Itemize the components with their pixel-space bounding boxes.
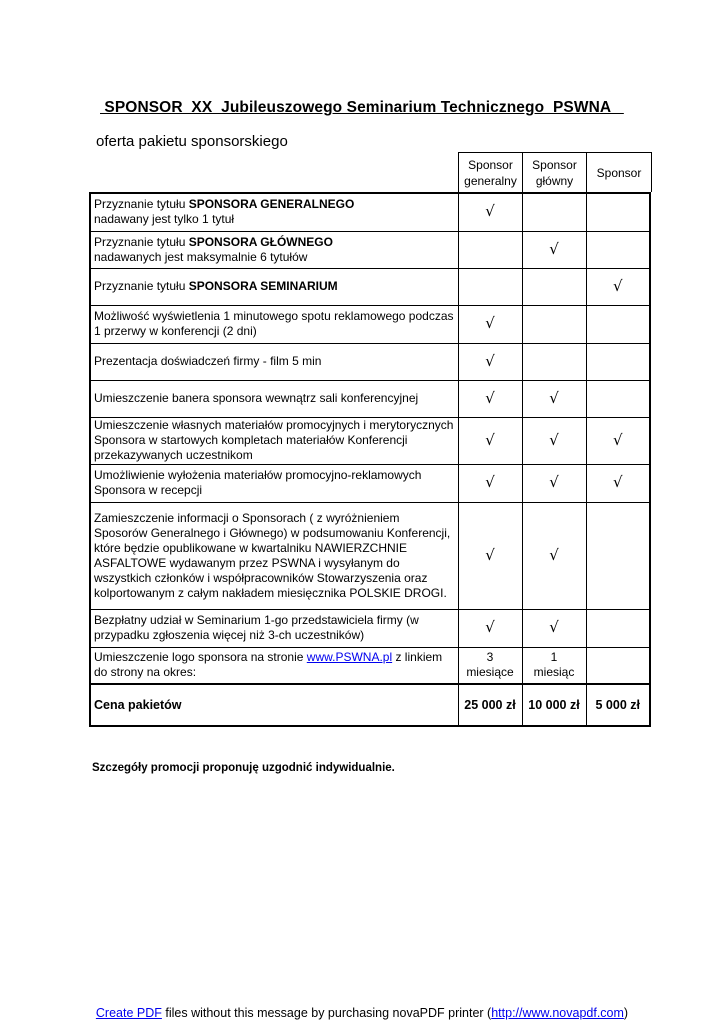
empty-cell: [522, 193, 586, 231]
check-mark: √: [485, 388, 495, 407]
check-cell: [458, 193, 522, 231]
check-mark: √: [612, 473, 623, 491]
row-label: Przyznanie tytułu SPONSORA GENERALNEGO nadawany jest tylko 1 tytuł: [90, 193, 458, 231]
empty-cell: [522, 268, 586, 305]
check-cell: [522, 417, 586, 464]
row-label: Umożliwienie wyłożenia materiałów promocyjno-reklamowych Sponsora w recepcji: [90, 464, 458, 502]
row-label: Zamieszczenie informacji o Sponsorach ( z wyróżnieniem Sposorów Generalnego i Głównego) w podsumowaniu Konferencji, które będzie opublikowane w kwartalniku NAWIERZCHNIE ASFALTOWE wydawanym przez PSWNA i wysyłanym do wszystkich członków i współpracowników Stowarzyszenia oraz kolportowanym z całym nakładem miesięcznika POLSKIE DROGI.: [90, 502, 458, 609]
check-cell: [586, 417, 650, 464]
check-mark: √: [549, 545, 559, 564]
price-row: [90, 684, 650, 726]
check-cell: [522, 502, 586, 609]
row-label: Umieszczenie banera sponsora wewnątrz sali konferencyjnej: [90, 380, 458, 417]
table-row: [90, 343, 650, 380]
check-cell: [458, 502, 522, 609]
table-row: [90, 231, 650, 268]
empty-cell: [586, 193, 650, 231]
price-generalny: 25 000 zł: [458, 684, 522, 726]
check-mark: √: [485, 430, 495, 449]
price-sponsor: 5 000 zł: [586, 684, 650, 726]
check-cell: [522, 380, 586, 417]
check-mark: √: [485, 351, 495, 370]
offer-table: [89, 192, 651, 727]
check-cell: [458, 380, 522, 417]
check-mark: √: [549, 473, 559, 491]
check-mark: √: [549, 618, 559, 636]
empty-cell: [458, 268, 522, 305]
check-mark: √: [549, 388, 559, 407]
price-glowny: 10 000 zł: [522, 684, 586, 726]
table-row: [90, 268, 650, 305]
column-header: [458, 152, 652, 192]
row-label: Przyznanie tytułu SPONSORA SEMINARIUM: [90, 268, 458, 305]
price-label: Cena pakietów: [90, 684, 458, 726]
footnote: Szczegóły promocji proponuję uzgodnić indywidualnie.: [92, 762, 395, 774]
empty-cell: [586, 609, 650, 647]
row-label: Umieszczenie logo sponsora na stronie www.PSWNA.pl z linkiem do strony na okres:: [90, 647, 458, 684]
row-label: Prezentacja doświadczeń firmy - film 5 min: [90, 343, 458, 380]
check-cell: [586, 464, 650, 502]
check-cell: [458, 464, 522, 502]
page-title: SPONSOR XX Jubileuszowego Seminarium Technicznego PSWNA: [100, 99, 624, 116]
empty-cell: [586, 305, 650, 343]
page-subtitle: oferta pakietu sponsorskiego: [96, 133, 288, 150]
table-row: [90, 464, 650, 502]
check-mark: √: [485, 473, 495, 491]
logo-period-glowny: 1 miesiąc: [522, 647, 586, 684]
check-mark: √: [612, 430, 623, 449]
empty-cell: [586, 231, 650, 268]
check-mark: √: [485, 618, 495, 636]
check-mark: √: [612, 276, 623, 295]
table-row: [90, 609, 650, 647]
row-label: Możliwość wyświetlenia 1 minutowego spotu reklamowego podczas 1 przerwy w konferencji (2 dni): [90, 305, 458, 343]
empty-cell: [522, 343, 586, 380]
col-header-generalny: Sponsor generalny: [459, 153, 523, 193]
table-row: [90, 502, 650, 609]
table-row: [90, 380, 650, 417]
check-cell: [458, 305, 522, 343]
empty-cell: [586, 343, 650, 380]
row-label: Bezpłatny udział w Seminarium 1-go przedstawiciela firmy (w przypadku zgłoszenia więcej niż 3-ch uczestników): [90, 609, 458, 647]
row-label: Przyznanie tytułu SPONSORA GŁÓWNEGO nadawanych jest maksymalnie 6 tytułów: [90, 231, 458, 268]
empty-cell: [586, 647, 650, 684]
novapdf-link[interactable]: http://www.novapdf.com: [491, 1006, 624, 1020]
check-cell: [458, 417, 522, 464]
row-label: Umieszczenie własnych materiałów promocyjnych i merytorycznych Sponsora w startowych kompletach materiałów Konferencji przekazywanych uczestnikom: [90, 417, 458, 464]
check-mark: √: [549, 239, 559, 258]
create-pdf-link[interactable]: Create PDF: [95, 1006, 162, 1020]
pdf-footer: Create PDF files without this message by purchasing novaPDF printer (http://www.novapdf.com): [95, 1006, 629, 1020]
check-cell: [586, 268, 650, 305]
check-mark: √: [485, 314, 495, 332]
table-row: [90, 193, 650, 231]
col-header-sponsor: Sponsor: [587, 153, 652, 193]
check-cell: [522, 464, 586, 502]
table-row: [90, 417, 650, 464]
empty-cell: [522, 305, 586, 343]
check-mark: √: [549, 430, 559, 449]
col-header-glowny: Sponsor główny: [523, 153, 587, 193]
empty-cell: [586, 502, 650, 609]
check-mark: √: [485, 545, 495, 564]
empty-cell: [458, 231, 522, 268]
check-cell: [458, 343, 522, 380]
check-cell: [458, 609, 522, 647]
logo-period-generalny: 3 miesiące: [458, 647, 522, 684]
empty-cell: [586, 380, 650, 417]
table-row: [90, 305, 650, 343]
check-cell: [522, 609, 586, 647]
pswna-link[interactable]: www.PSWNA.pl: [306, 650, 393, 665]
check-cell: [522, 231, 586, 268]
check-mark: √: [485, 202, 495, 221]
table-row: [90, 647, 650, 684]
